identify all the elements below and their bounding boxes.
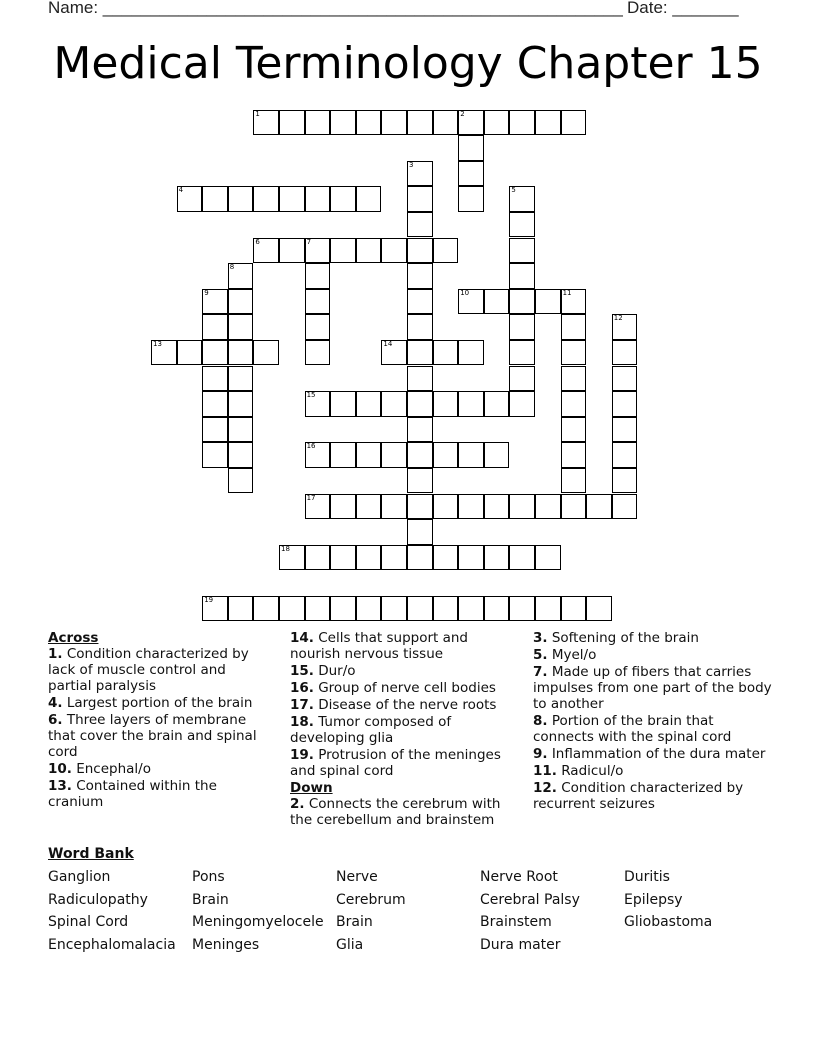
crossword-cell[interactable] xyxy=(356,545,382,571)
crossword-cell[interactable] xyxy=(561,391,587,417)
crossword-cell[interactable] xyxy=(484,110,510,136)
crossword-cell[interactable] xyxy=(202,391,228,417)
crossword-cell[interactable] xyxy=(407,238,433,264)
crossword-cell[interactable] xyxy=(484,442,510,468)
clue-number: 17 xyxy=(306,493,316,502)
crossword-cell[interactable] xyxy=(561,289,587,315)
clue-item xyxy=(48,646,273,694)
clues-column-1 xyxy=(48,630,273,811)
word-bank-item: Gliobastoma xyxy=(624,914,713,931)
clue-item xyxy=(48,695,273,711)
clue-item-text: Connects the cerebrum with the cerebellum and brainstem xyxy=(290,796,501,828)
crossword-cell[interactable] xyxy=(407,468,433,494)
clue-item-text: Softening of the brain xyxy=(547,630,699,646)
clue-number: 1 xyxy=(255,109,260,118)
crossword-cell[interactable] xyxy=(407,519,433,545)
crossword-cell[interactable] xyxy=(458,596,484,622)
crossword-cell[interactable] xyxy=(356,494,382,520)
clue-item-text: Condition characterized by recurrent seizures xyxy=(533,780,744,812)
clue-item xyxy=(290,630,518,662)
clue-item xyxy=(290,663,518,679)
crossword-cell[interactable] xyxy=(228,263,254,289)
crossword-cell[interactable] xyxy=(612,468,638,494)
crossword-cell[interactable] xyxy=(330,186,356,212)
clue-item-text: Cells that support and nourish nervous tissue xyxy=(290,630,468,662)
word-bank-item: Pons xyxy=(192,869,225,885)
crossword-cell[interactable] xyxy=(279,110,305,136)
crossword-cell[interactable] xyxy=(612,340,638,366)
crossword-cell[interactable] xyxy=(228,596,254,622)
clue-item-number: 7. xyxy=(533,664,548,680)
crossword-cell[interactable] xyxy=(305,391,331,417)
crossword-cell[interactable] xyxy=(202,596,228,622)
crossword-cell[interactable] xyxy=(407,340,433,366)
crossword-cell[interactable] xyxy=(458,545,484,571)
crossword-cell[interactable] xyxy=(561,314,587,340)
word-bank-item: Cerebral Palsy xyxy=(480,891,580,908)
word-bank-item: Cerebrum xyxy=(336,891,406,908)
crossword-cell[interactable] xyxy=(561,596,587,622)
clue-number: 4 xyxy=(178,186,184,195)
crossword-cell[interactable] xyxy=(381,494,407,520)
crossword-cell[interactable] xyxy=(407,391,433,417)
crossword-cell[interactable] xyxy=(458,391,484,417)
clue-number: 12 xyxy=(613,314,623,323)
crossword-cell[interactable] xyxy=(484,545,510,571)
clue-item xyxy=(533,780,773,812)
crossword-cell[interactable] xyxy=(407,212,433,238)
crossword-cell[interactable] xyxy=(279,186,305,212)
word-bank-item: Glia xyxy=(336,937,364,954)
clue-item-number: 17. xyxy=(290,697,314,713)
crossword-cell[interactable] xyxy=(561,468,587,494)
crossword-cell[interactable] xyxy=(458,289,484,315)
crossword-cell[interactable] xyxy=(407,366,433,392)
crossword-cell[interactable] xyxy=(407,442,433,468)
crossword-cell[interactable] xyxy=(356,596,382,622)
word-bank-item: Duritis xyxy=(624,869,670,885)
crossword-cell[interactable] xyxy=(381,442,407,468)
crossword-cell[interactable] xyxy=(356,186,382,212)
clue-number: 18 xyxy=(281,544,290,553)
crossword-cell[interactable] xyxy=(509,110,535,136)
crossword-cell[interactable] xyxy=(509,238,535,264)
clues-column-2 xyxy=(290,630,518,829)
crossword-cell[interactable] xyxy=(458,135,484,161)
clue-item-number: 4. xyxy=(48,695,63,711)
crossword-cell[interactable] xyxy=(202,366,228,392)
crossword-cell[interactable] xyxy=(407,161,433,187)
crossword-cell[interactable] xyxy=(612,417,638,443)
crossword-cell[interactable] xyxy=(484,494,510,520)
crossword-cell[interactable] xyxy=(509,366,535,392)
crossword-cell[interactable] xyxy=(561,417,587,443)
crossword-cell[interactable] xyxy=(305,110,331,136)
across-clue-list-continued xyxy=(290,630,518,779)
clue-item-text: Three layers of membrane that cover the brain and spinal cord xyxy=(48,712,257,760)
crossword-cell[interactable] xyxy=(381,545,407,571)
date-line: Date: _______ xyxy=(627,0,739,17)
crossword-cell[interactable] xyxy=(228,340,254,366)
crossword-cell[interactable] xyxy=(407,186,433,212)
word-bank-item: Nerve xyxy=(336,869,378,885)
clue-number: 7 xyxy=(306,237,312,246)
clue-number: 6 xyxy=(255,237,260,246)
clue-item xyxy=(290,714,518,746)
clue-item xyxy=(48,778,273,810)
crossword-cell[interactable] xyxy=(305,238,331,264)
word-bank-title: Word Bank xyxy=(48,846,134,862)
crossword-cell[interactable] xyxy=(433,442,459,468)
word-bank-item: Epilepsy xyxy=(624,891,683,908)
crossword-cell[interactable] xyxy=(509,263,535,289)
clue-item-text: Myel/o xyxy=(547,647,597,663)
clue-item-text: Inflammation of the dura mater xyxy=(547,746,766,762)
crossword-cell[interactable] xyxy=(586,494,612,520)
clue-item-number: 15. xyxy=(290,663,314,679)
crossword-cell[interactable] xyxy=(407,289,433,315)
crossword-cell[interactable] xyxy=(509,314,535,340)
crossword-cell[interactable] xyxy=(561,442,587,468)
clue-item-number: 13. xyxy=(48,778,72,794)
crossword-cell[interactable] xyxy=(228,289,254,315)
crossword-cell[interactable] xyxy=(228,366,254,392)
clue-item-text: Encephal/o xyxy=(71,761,151,777)
crossword-cell[interactable] xyxy=(381,596,407,622)
across-heading: Across xyxy=(48,630,99,646)
crossword-cell[interactable] xyxy=(407,417,433,443)
clue-item-text: Largest portion of the brain xyxy=(62,695,253,711)
clue-item-number: 2. xyxy=(290,796,305,812)
page-title: Medical Terminology Chapter 15 xyxy=(53,38,763,89)
clue-number: 15 xyxy=(306,391,316,400)
clue-number: 19 xyxy=(204,595,214,604)
crossword-cell[interactable] xyxy=(151,340,177,366)
crossword-cell[interactable] xyxy=(509,494,535,520)
crossword-cell[interactable] xyxy=(407,110,433,136)
crossword-cell[interactable] xyxy=(407,545,433,571)
crossword-cell[interactable] xyxy=(535,110,561,136)
clue-item-text: Condition characterized by lack of muscle control and partial paralysis xyxy=(48,646,249,694)
crossword-cell[interactable] xyxy=(612,494,638,520)
clue-item-number: 10. xyxy=(48,761,72,777)
crossword-cell[interactable] xyxy=(253,340,279,366)
clue-item-text: Protrusion of the meninges and spinal cord xyxy=(290,747,501,779)
crossword-cell[interactable] xyxy=(458,161,484,187)
crossword-cell[interactable] xyxy=(433,340,459,366)
crossword-cell[interactable] xyxy=(202,314,228,340)
across-clue-list xyxy=(48,646,273,810)
crossword-cell[interactable] xyxy=(279,596,305,622)
clue-number: 8 xyxy=(229,263,235,272)
crossword-cell[interactable] xyxy=(228,468,254,494)
clue-item-text: Dur/o xyxy=(313,663,356,679)
down-clue-list xyxy=(290,796,518,828)
crossword-cell[interactable] xyxy=(330,442,356,468)
crossword-cell[interactable] xyxy=(305,494,331,520)
word-bank-item: Brain xyxy=(336,914,373,931)
crossword-cell[interactable] xyxy=(381,391,407,417)
clues-column-3 xyxy=(533,630,773,813)
crossword-cell[interactable] xyxy=(433,545,459,571)
crossword-cell[interactable] xyxy=(305,314,331,340)
clue-item-number: 8. xyxy=(533,713,548,729)
down-heading: Down xyxy=(290,780,333,796)
clue-item-number: 9. xyxy=(533,746,548,762)
crossword-cell[interactable] xyxy=(305,186,331,212)
crossword-cell[interactable] xyxy=(305,340,331,366)
crossword-cell[interactable] xyxy=(228,442,254,468)
word-bank-item: Radiculopathy xyxy=(48,891,148,908)
crossword-cell[interactable] xyxy=(561,494,587,520)
crossword-cell[interactable] xyxy=(586,596,612,622)
crossword-cell[interactable] xyxy=(381,110,407,136)
crossword-cell[interactable] xyxy=(433,494,459,520)
crossword-cell[interactable] xyxy=(484,596,510,622)
crossword-cell[interactable] xyxy=(561,340,587,366)
clue-item-number: 1. xyxy=(48,646,63,662)
crossword-cell[interactable] xyxy=(253,238,279,264)
clue-item xyxy=(533,647,773,663)
crossword-cell[interactable] xyxy=(202,442,228,468)
clue-item-number: 18. xyxy=(290,714,314,730)
crossword-cell[interactable] xyxy=(228,186,254,212)
crossword-cell[interactable] xyxy=(535,545,561,571)
crossword-cell[interactable] xyxy=(177,340,203,366)
crossword-cell[interactable] xyxy=(509,391,535,417)
crossword-cell[interactable] xyxy=(535,494,561,520)
clue-item xyxy=(290,796,518,828)
crossword-cell[interactable] xyxy=(509,186,535,212)
clue-item-number: 6. xyxy=(48,712,63,728)
down-clue-list-continued xyxy=(533,630,773,812)
crossword-cell[interactable] xyxy=(561,366,587,392)
crossword-cell[interactable] xyxy=(330,596,356,622)
clue-item-number: 16. xyxy=(290,680,314,696)
clue-item xyxy=(290,747,518,779)
crossword-cell[interactable] xyxy=(458,442,484,468)
word-bank-item: Meninges xyxy=(192,937,260,954)
crossword-cell[interactable] xyxy=(433,110,459,136)
clue-number: 14 xyxy=(383,339,393,348)
clue-item-text: Made up of fibers that carries impulses from one part of the body to another xyxy=(533,664,772,712)
crossword-cell[interactable] xyxy=(407,494,433,520)
crossword-cell[interactable] xyxy=(407,596,433,622)
crossword-cell[interactable] xyxy=(535,289,561,315)
crossword-cell[interactable] xyxy=(305,545,331,571)
crossword-cell[interactable] xyxy=(484,289,510,315)
clue-number: 11 xyxy=(562,288,572,297)
clue-number: 10 xyxy=(460,288,470,297)
crossword-cell[interactable] xyxy=(612,366,638,392)
clue-number: 3 xyxy=(409,160,414,169)
crossword-cell[interactable] xyxy=(253,186,279,212)
clue-item-text: Portion of the brain that connects with the spinal cord xyxy=(533,713,732,745)
crossword-cell[interactable] xyxy=(612,442,638,468)
crossword-cell[interactable] xyxy=(330,494,356,520)
clue-item-text: Contained within the cranium xyxy=(48,778,217,810)
crossword-cell[interactable] xyxy=(484,391,510,417)
crossword-cell[interactable] xyxy=(509,212,535,238)
crossword-cell[interactable] xyxy=(202,289,228,315)
name-line: Name: _______________________________________________________ xyxy=(48,0,623,17)
crossword-cell[interactable] xyxy=(356,391,382,417)
crossword-cell[interactable] xyxy=(458,340,484,366)
crossword-cell[interactable] xyxy=(305,289,331,315)
crossword-cell[interactable] xyxy=(356,442,382,468)
clue-number: 13 xyxy=(153,339,162,348)
word-bank-item: Meningomyelocele xyxy=(192,914,324,931)
clue-item-number: 12. xyxy=(533,780,557,796)
crossword-cell[interactable] xyxy=(433,238,459,264)
clue-item xyxy=(533,763,773,779)
crossword-cell[interactable] xyxy=(330,391,356,417)
crossword-cell[interactable] xyxy=(177,186,203,212)
clue-item xyxy=(533,713,773,745)
crossword-cell[interactable] xyxy=(433,596,459,622)
crossword-cell[interactable] xyxy=(279,238,305,264)
word-bank-item: Encephalomalacia xyxy=(48,937,176,954)
clue-item xyxy=(48,761,273,777)
crossword-cell[interactable] xyxy=(305,442,331,468)
crossword-cell[interactable] xyxy=(253,110,279,136)
crossword-cell[interactable] xyxy=(509,596,535,622)
clue-item xyxy=(48,712,273,760)
clue-number: 5 xyxy=(511,186,516,195)
clue-number: 16 xyxy=(306,442,316,451)
clue-item-number: 5. xyxy=(533,647,548,663)
crossword-cell[interactable] xyxy=(228,314,254,340)
crossword-cell[interactable] xyxy=(279,545,305,571)
word-bank-item: Dura mater xyxy=(480,937,561,954)
crossword-cell[interactable] xyxy=(458,110,484,136)
crossword-cell[interactable] xyxy=(561,110,587,136)
crossword-cell[interactable] xyxy=(356,238,382,264)
clue-item-number: 14. xyxy=(290,630,314,646)
clue-item xyxy=(290,697,518,713)
word-bank-item: Brainstem xyxy=(480,914,552,931)
clue-item xyxy=(533,664,773,712)
crossword-cell[interactable] xyxy=(330,238,356,264)
clue-item xyxy=(290,680,518,696)
crossword-cell[interactable] xyxy=(330,545,356,571)
word-bank-item: Brain xyxy=(192,891,229,908)
crossword-cell[interactable] xyxy=(381,340,407,366)
crossword-cell[interactable] xyxy=(612,314,638,340)
clue-item xyxy=(533,630,773,646)
crossword-cell[interactable] xyxy=(407,263,433,289)
crossword-cell[interactable] xyxy=(202,340,228,366)
clue-number: 9 xyxy=(204,288,209,297)
crossword-cell[interactable] xyxy=(381,238,407,264)
crossword-cell[interactable] xyxy=(202,417,228,443)
clue-item-text: Tumor composed of developing glia xyxy=(290,714,452,746)
clue-item-number: 3. xyxy=(533,630,548,646)
word-bank-item: Spinal Cord xyxy=(48,914,129,931)
clue-item-text: Group of nerve cell bodies xyxy=(313,680,496,696)
crossword-cell[interactable] xyxy=(458,494,484,520)
crossword-cell[interactable] xyxy=(535,596,561,622)
clue-number: 2 xyxy=(460,109,465,118)
crossword-cell[interactable] xyxy=(458,186,484,212)
clue-item-number: 19. xyxy=(290,747,314,763)
word-bank-item: Ganglion xyxy=(48,869,111,885)
word-bank-item: Nerve Root xyxy=(480,869,558,885)
crossword-cell[interactable] xyxy=(433,391,459,417)
crossword-cell[interactable] xyxy=(253,596,279,622)
crossword-cell[interactable] xyxy=(356,110,382,136)
crossword-cell[interactable] xyxy=(305,596,331,622)
crossword-cell[interactable] xyxy=(407,314,433,340)
crossword-cell[interactable] xyxy=(612,391,638,417)
clue-item-text: Radicul/o xyxy=(556,763,624,779)
clue-item-number: 11. xyxy=(533,763,557,779)
crossword-cell[interactable] xyxy=(228,391,254,417)
crossword-cell[interactable] xyxy=(228,417,254,443)
clue-item-text: Disease of the nerve roots xyxy=(313,697,497,713)
crossword-cell[interactable] xyxy=(509,545,535,571)
crossword-cell[interactable] xyxy=(330,110,356,136)
crossword-cell[interactable] xyxy=(305,263,331,289)
crossword-cell[interactable] xyxy=(202,186,228,212)
clue-item xyxy=(533,746,773,762)
crossword-cell[interactable] xyxy=(509,340,535,366)
crossword-cell[interactable] xyxy=(509,289,535,315)
